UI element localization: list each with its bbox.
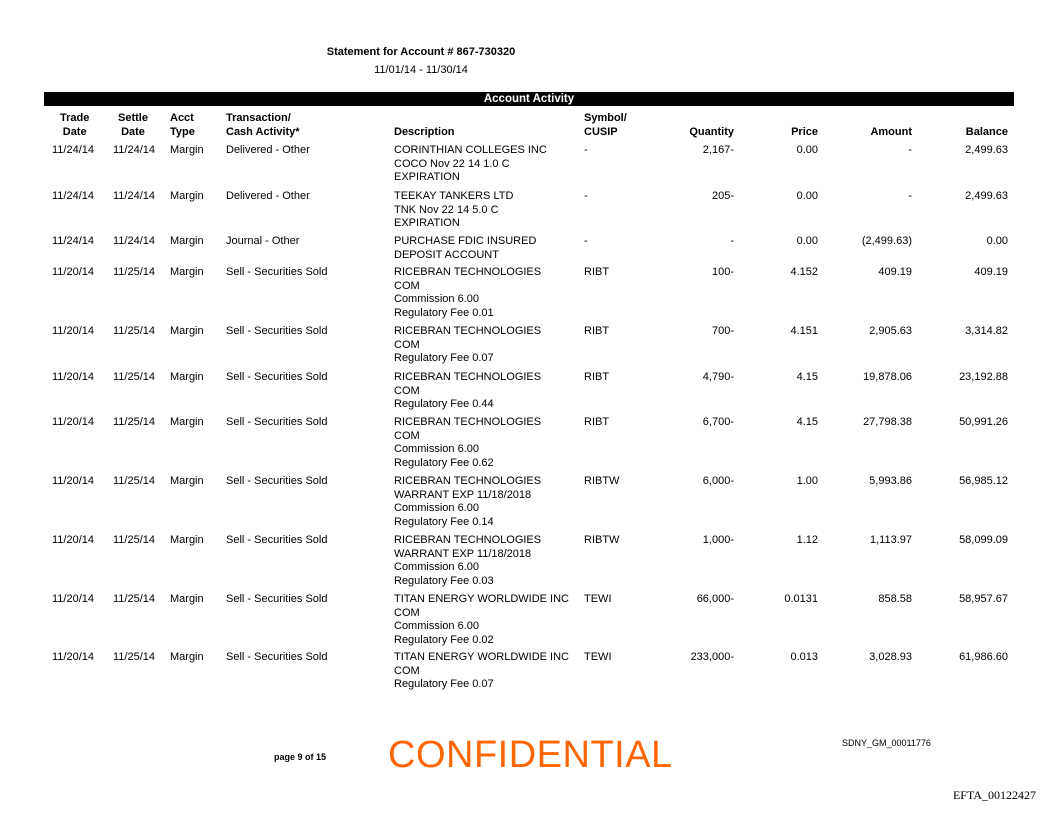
amount-cell: 409.19	[878, 266, 912, 278]
amount-cell: 3,028.93	[869, 651, 912, 663]
description-line: TNK Nov 22 14 5.0 C	[394, 203, 499, 216]
quantity-cell: 205-	[711, 190, 734, 202]
trade-date-cell: 11/20/14	[52, 475, 95, 487]
description-line: TITAN ENERGY WORLDWIDE INC	[394, 593, 569, 605]
balance-cell: 23,192.88	[959, 371, 1008, 383]
description-line: Regulatory Fee 0.07	[394, 678, 494, 690]
transaction-cell: Journal - Other	[226, 235, 300, 247]
section-title-bar: Account Activity	[44, 92, 1014, 106]
col-description: Description	[394, 126, 455, 138]
acct-type-cell: Margin	[170, 235, 204, 247]
trade-date-cell: 11/20/14	[52, 534, 95, 546]
transaction-cell: Sell - Securities Sold	[226, 534, 328, 546]
quantity-cell: 4,790-	[702, 371, 734, 383]
price-cell: 0.013	[790, 651, 818, 663]
trade-date-cell: 11/24/14	[52, 190, 95, 202]
settle-date-cell: 11/25/14	[113, 475, 156, 487]
efta-id: EFTA_00122427	[952, 788, 1036, 802]
description-line: Regulatory Fee 0.14	[394, 515, 494, 528]
transaction-cell: Sell - Securities Sold	[226, 325, 328, 337]
balance-cell: 50,991.26	[959, 416, 1008, 428]
acct-type-cell: Margin	[170, 416, 204, 428]
description-line: COCO Nov 22 14 1.0 C	[394, 157, 510, 170]
amount-cell: 858.58	[878, 593, 912, 605]
description-line: COM	[394, 606, 420, 619]
trade-date-cell: 11/20/14	[52, 371, 95, 383]
acct-type-cell: Margin	[170, 475, 204, 487]
description-line: Regulatory Fee 0.01	[394, 306, 494, 319]
balance-cell: 409.19	[974, 266, 1008, 278]
price-cell: 4.15	[796, 416, 818, 428]
price-cell: 0.00	[796, 190, 818, 202]
acct-type-cell: Margin	[170, 651, 204, 663]
symbol-cell: RIBT	[584, 325, 610, 337]
statement-period: 11/01/14 - 11/30/14	[374, 64, 468, 76]
amount-cell: -	[908, 190, 912, 202]
quantity-cell: 2,167-	[702, 144, 734, 156]
settle-date-cell: 11/25/14	[113, 593, 156, 605]
balance-cell: 56,985.12	[959, 475, 1008, 487]
symbol-cell: RIBT	[584, 416, 610, 428]
settle-date-cell: 11/24/14	[113, 190, 156, 202]
description-line: RICEBRAN TECHNOLOGIES	[394, 475, 542, 487]
price-cell: 4.15	[796, 371, 818, 383]
statement-title: Statement for Account # 867-730320	[326, 46, 516, 58]
transaction-cell: Sell - Securities Sold	[226, 651, 328, 663]
price-cell: 1.12	[796, 534, 818, 546]
balance-cell: 2,499.63	[965, 144, 1008, 156]
quantity-cell: 66,000-	[696, 593, 734, 605]
acct-type-cell: Margin	[170, 593, 204, 605]
balance-cell: 2,499.63	[965, 190, 1008, 202]
symbol-cell: RIBT	[584, 266, 610, 278]
description-cell	[394, 325, 541, 366]
price-cell: 4.151	[790, 325, 818, 337]
description-line: WARRANT EXP 11/18/2018	[394, 488, 532, 501]
description-line: Commission 6.00	[394, 443, 479, 455]
transaction-cell: Sell - Securities Sold	[226, 266, 328, 278]
settle-date-cell: 11/24/14	[113, 144, 156, 156]
transaction-cell: Delivered - Other	[226, 190, 310, 202]
symbol-cell: RIBTW	[584, 534, 620, 546]
quantity-cell: 1,000-	[702, 534, 734, 546]
description-line: COM	[394, 338, 420, 351]
acct-type-cell: Margin	[170, 534, 204, 546]
col-acct-type: Acct Type	[170, 112, 195, 138]
quantity-cell: 6,700-	[702, 416, 734, 428]
description-line: Regulatory Fee 0.02	[394, 633, 494, 646]
col-amount: Amount	[870, 126, 912, 138]
description-line: EXPIRATION	[394, 171, 460, 183]
settle-date-cell: 11/25/14	[113, 266, 156, 278]
quantity-cell: -	[730, 235, 734, 247]
amount-cell: 1,113.97	[869, 534, 912, 546]
symbol-cell: RIBT	[584, 371, 610, 383]
symbol-cell: -	[584, 190, 588, 202]
acct-type-cell: Margin	[170, 325, 204, 337]
description-line: Commission 6.00	[394, 561, 479, 573]
quantity-cell: 700-	[711, 325, 734, 337]
balance-cell: 61,986.60	[959, 651, 1008, 663]
description-line: Regulatory Fee 0.03	[394, 574, 494, 587]
symbol-cell: -	[584, 235, 588, 247]
col-settle-date: Settle Date	[118, 112, 148, 138]
description-line: TEEKAY TANKERS LTD	[394, 190, 514, 202]
col-symbol: Symbol/ CUSIP	[584, 112, 627, 138]
trade-date-cell: 11/20/14	[52, 266, 95, 278]
description-line: DEPOSIT ACCOUNT	[394, 248, 499, 261]
transaction-cell: Delivered - Other	[226, 144, 310, 156]
description-line: RICEBRAN TECHNOLOGIES	[394, 371, 542, 383]
description-line: Regulatory Fee 0.07	[394, 352, 494, 364]
description-line: RICEBRAN TECHNOLOGIES	[394, 534, 542, 546]
description-line: Commission 6.00	[394, 502, 479, 514]
description-line: RICEBRAN TECHNOLOGIES	[394, 266, 542, 278]
balance-cell: 3,314.82	[965, 325, 1008, 337]
acct-type-cell: Margin	[170, 371, 204, 383]
amount-cell: 19,878.06	[863, 371, 912, 383]
document-id: SDNY_GM_00011776	[842, 738, 931, 748]
settle-date-cell: 11/25/14	[113, 416, 156, 428]
acct-type-cell: Margin	[170, 266, 204, 278]
settle-date-cell: 11/25/14	[113, 325, 156, 337]
settle-date-cell: 11/25/14	[113, 651, 156, 663]
symbol-cell: TEWI	[584, 651, 612, 663]
page-number: page 9 of 15	[274, 752, 327, 762]
balance-cell: 58,957.67	[959, 593, 1008, 605]
trade-date-cell: 11/20/14	[52, 325, 95, 337]
trade-date-cell: 11/24/14	[52, 144, 95, 156]
col-balance: Balance	[965, 126, 1008, 138]
amount-cell: 27,798.38	[863, 416, 912, 428]
col-quantity: Quantity	[689, 126, 734, 138]
description-line: Regulatory Fee 0.44	[394, 398, 494, 410]
settle-date-cell: 11/24/14	[113, 235, 156, 247]
amount-cell: (2,499.63)	[861, 235, 912, 247]
description-line: COM	[394, 384, 420, 397]
quantity-cell: 233,000-	[690, 651, 734, 663]
description-cell	[394, 475, 541, 529]
description-line: COM	[394, 664, 420, 677]
description-cell	[394, 190, 513, 231]
balance-cell: 0.00	[986, 235, 1008, 247]
description-cell	[394, 593, 569, 647]
price-cell: 4.152	[790, 266, 818, 278]
description-line: RICEBRAN TECHNOLOGIES	[394, 325, 542, 337]
trade-date-cell: 11/20/14	[52, 416, 95, 428]
description-line: COM	[394, 279, 420, 292]
trade-date-cell: 11/20/14	[52, 651, 95, 663]
description-line: Regulatory Fee 0.62	[394, 456, 494, 469]
description-line: CORINTHIAN COLLEGES INC	[394, 144, 547, 156]
amount-cell: 5,993.86	[869, 475, 912, 487]
col-transaction: Transaction/ Cash Activity*	[226, 112, 300, 138]
col-price: Price	[791, 126, 818, 138]
trade-date-cell: 11/20/14	[52, 593, 95, 605]
description-cell	[394, 144, 547, 185]
description-line: Commission 6.00	[394, 620, 479, 632]
description-line: TITAN ENERGY WORLDWIDE INC	[394, 651, 569, 663]
transaction-cell: Sell - Securities Sold	[226, 475, 328, 487]
description-line: EXPIRATION	[394, 217, 460, 229]
acct-type-cell: Margin	[170, 190, 204, 202]
price-cell: 1.00	[796, 475, 818, 487]
description-line: RICEBRAN TECHNOLOGIES	[394, 416, 542, 428]
symbol-cell: -	[584, 144, 588, 156]
symbol-cell: RIBTW	[584, 475, 620, 487]
description-cell	[394, 266, 541, 320]
description-line: PURCHASE FDIC INSURED	[394, 235, 537, 247]
price-cell: 0.00	[796, 144, 818, 156]
description-cell	[394, 235, 536, 262]
description-line: Commission 6.00	[394, 293, 479, 305]
transaction-cell: Sell - Securities Sold	[226, 593, 328, 605]
transaction-cell: Sell - Securities Sold	[226, 371, 328, 383]
amount-cell: -	[908, 144, 912, 156]
description-cell	[394, 416, 541, 470]
confidential-stamp: CONFIDENTIAL	[388, 734, 673, 776]
symbol-cell: TEWI	[584, 593, 612, 605]
description-line: WARRANT EXP 11/18/2018	[394, 547, 532, 560]
description-cell	[394, 534, 541, 588]
quantity-cell: 6,000-	[702, 475, 734, 487]
description-cell	[394, 651, 569, 692]
balance-cell: 58,099.09	[959, 534, 1008, 546]
amount-cell: 2,905.63	[869, 325, 912, 337]
quantity-cell: 100-	[711, 266, 734, 278]
settle-date-cell: 11/25/14	[113, 371, 156, 383]
description-line: COM	[394, 429, 420, 442]
transaction-cell: Sell - Securities Sold	[226, 416, 328, 428]
col-trade-date: Trade Date	[60, 112, 90, 138]
price-cell: 0.00	[796, 235, 818, 247]
settle-date-cell: 11/25/14	[113, 534, 156, 546]
description-cell	[394, 371, 541, 412]
price-cell: 0.0131	[784, 593, 818, 605]
trade-date-cell: 11/24/14	[52, 235, 95, 247]
acct-type-cell: Margin	[170, 144, 204, 156]
